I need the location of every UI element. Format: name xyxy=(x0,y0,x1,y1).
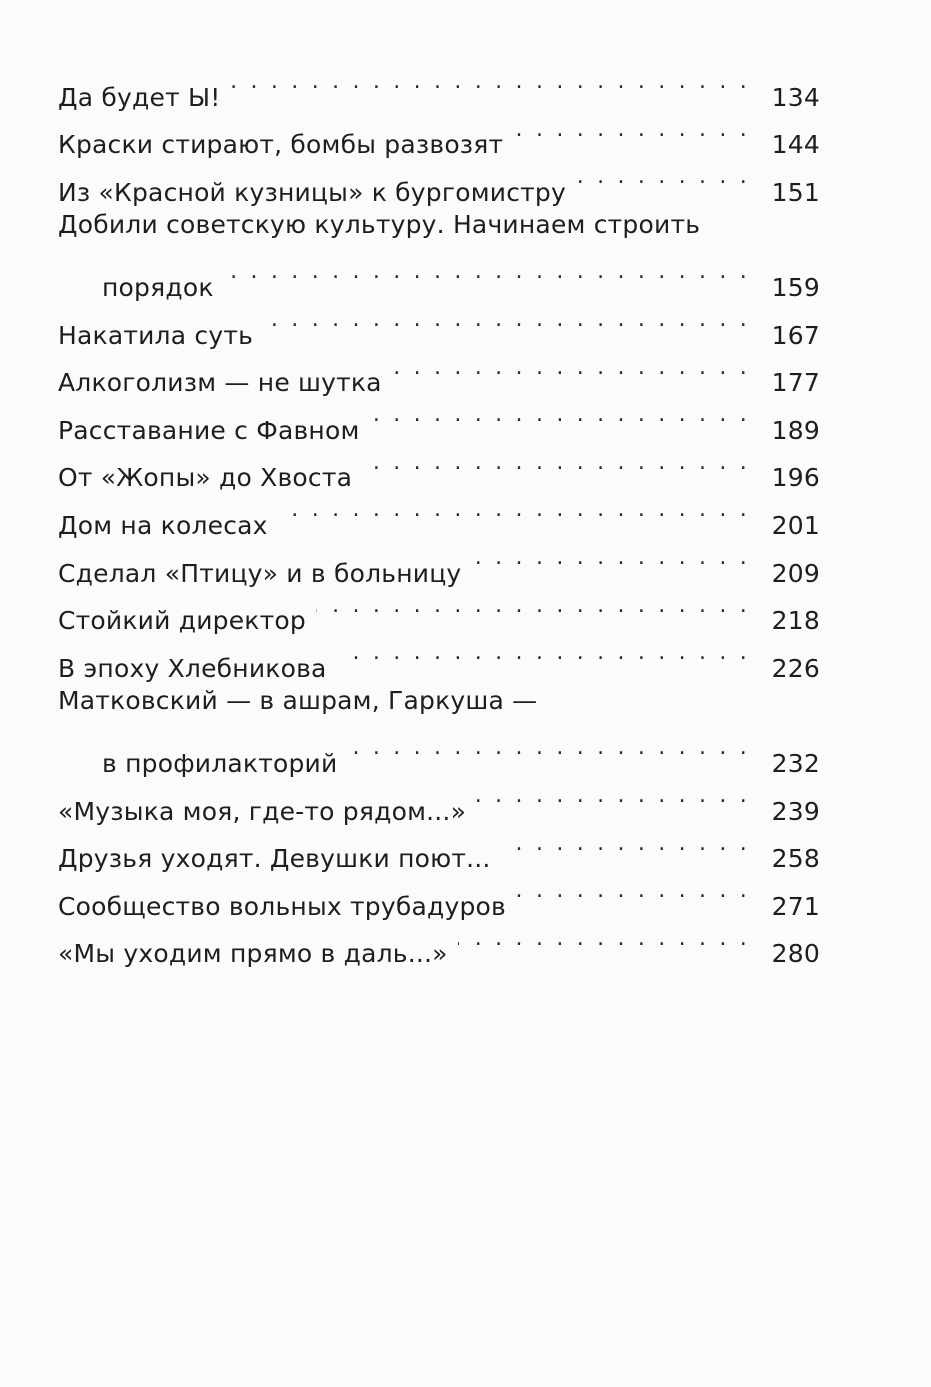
toc-entry xyxy=(58,915,820,969)
toc-entry xyxy=(58,820,820,874)
dot-leader xyxy=(458,915,750,963)
toc-entry xyxy=(58,772,820,826)
dot-leader xyxy=(392,344,750,392)
dot-leader xyxy=(362,439,750,487)
toc-entry-page: 189 xyxy=(771,415,820,445)
toc-entry-title: «Мы уходим прямо в даль...» xyxy=(58,939,448,969)
dot-leader xyxy=(576,153,750,201)
toc-entry-title: Накатила суть xyxy=(58,320,254,350)
dot-leader xyxy=(347,724,750,772)
toc-entry-page: 226 xyxy=(771,653,820,683)
toc-entry-title: Стойкий директор xyxy=(58,606,306,636)
toc-entry xyxy=(58,344,820,398)
dot-leader xyxy=(516,867,750,915)
dot-leader xyxy=(501,820,750,868)
toc-entry xyxy=(58,439,820,493)
dot-leader xyxy=(263,296,750,344)
toc-entry-title-continuation: порядок xyxy=(102,272,214,302)
toc-entry-title-continuation: в профилакторий xyxy=(102,748,338,778)
dot-leader xyxy=(476,772,750,820)
toc-entry-title: Матковский — в ашрам, Гаркуша — xyxy=(58,685,538,715)
toc-entry-page: 151 xyxy=(771,177,820,207)
toc-entry-page: 196 xyxy=(771,463,820,493)
dot-leader xyxy=(337,629,750,677)
dot-leader xyxy=(278,486,750,534)
toc-entry xyxy=(58,629,820,683)
toc-entry-page: 232 xyxy=(771,748,820,778)
toc-entry-title: Из «Красной кузницы» к бургомистру xyxy=(58,177,566,207)
toc-entry xyxy=(58,296,820,350)
toc-entry-page: 134 xyxy=(771,82,820,112)
toc-entry-page: 177 xyxy=(771,368,820,398)
toc-entry xyxy=(58,486,820,540)
toc-entry xyxy=(58,391,820,445)
toc-entry-page: 239 xyxy=(771,796,820,826)
toc-entry-title: «Музыка моя, где-то рядом...» xyxy=(58,796,467,826)
toc-entry xyxy=(58,677,820,778)
toc-entry-page: 167 xyxy=(771,320,820,350)
toc-entry-title: Да будет Ы! xyxy=(58,82,221,112)
toc-entry-page: 271 xyxy=(771,891,820,921)
table-of-contents xyxy=(58,58,820,969)
toc-entry xyxy=(58,58,820,112)
toc-entry-page: 159 xyxy=(771,272,820,302)
toc-entry-title: От «Жопы» до Хвоста xyxy=(58,463,353,493)
toc-entry-page: 218 xyxy=(771,606,820,636)
toc-entry xyxy=(58,867,820,921)
dot-leader xyxy=(230,58,750,106)
dot-leader xyxy=(316,582,750,630)
dot-leader xyxy=(471,534,750,582)
toc-entry-title: Сделал «Птицу» и в больницу xyxy=(58,558,462,588)
toc-entry-page: 280 xyxy=(771,939,820,969)
toc-entry-page: 258 xyxy=(771,844,820,874)
toc-entry xyxy=(58,153,820,207)
dot-leader xyxy=(370,391,750,439)
toc-entry-title: Добили советскую культуру. Начинаем строить xyxy=(58,209,701,239)
toc-entry-title: Друзья уходят. Девушки поют... xyxy=(58,844,491,874)
toc-entry-page: 144 xyxy=(771,130,820,160)
toc-entry xyxy=(58,106,820,160)
toc-entry-page: 201 xyxy=(771,510,820,540)
dot-leader xyxy=(513,106,750,154)
toc-entry-title: Дом на колесах xyxy=(58,510,268,540)
toc-entry-title: Краски стирают, бомбы развозят xyxy=(58,130,504,160)
toc-entry xyxy=(58,201,820,302)
toc-entry xyxy=(58,582,820,636)
toc-entry-title: Сообщество вольных трубадуров xyxy=(58,891,506,921)
dot-leader xyxy=(224,248,750,296)
toc-entry xyxy=(58,534,820,588)
toc-entry-title: В эпоху Хлебникова xyxy=(58,653,327,683)
toc-entry-title: Алкоголизм — не шутка xyxy=(58,368,382,398)
toc-entry-title: Расставание с Фавном xyxy=(58,415,360,445)
toc-entry-page: 209 xyxy=(771,558,820,588)
